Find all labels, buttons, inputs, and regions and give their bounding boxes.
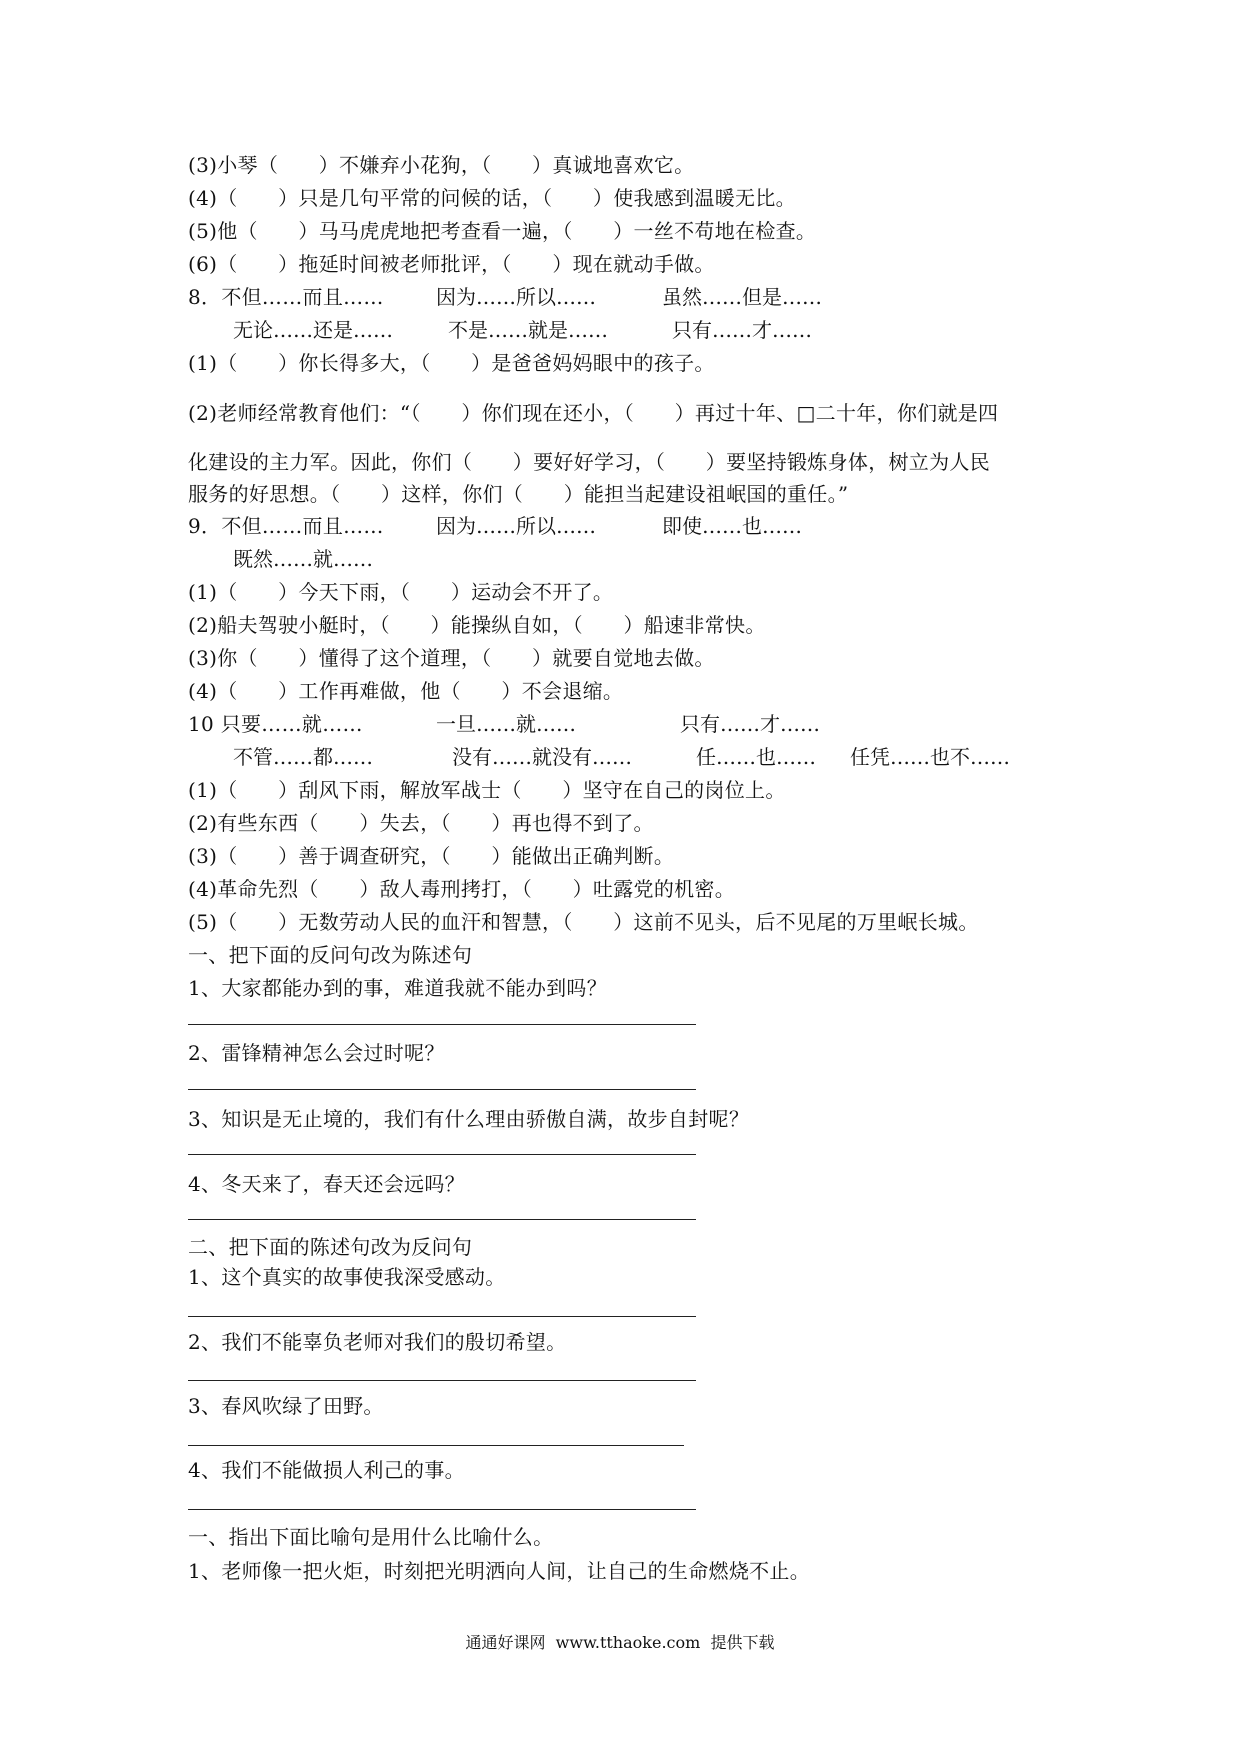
q10-item-3: (3)（ ）善于调查研究，（ ）能做出正确判断。 bbox=[188, 844, 675, 868]
sentence-a3: (3)小琴（ ）不嫌弃小花狗，（ ）真诚地喜欢它。 bbox=[188, 153, 695, 177]
part1-item-1: 1、大家都能办到的事，难道我就不能办到吗？ bbox=[188, 976, 608, 1000]
page-footer: 通通好课网 www.tthaoke.com 提供下载 bbox=[465, 1633, 775, 1652]
q8-sentence-2b: 化建设的主力军。因此，你们（ ）要好好学习，（ ）要坚持锻炼身体，树立为人民 bbox=[188, 450, 990, 474]
answer-line bbox=[188, 1024, 696, 1025]
part3-item-1: 1、老师像一把火炬，时刻把光明洒向人间，让自己的生命燃烧不止。 bbox=[188, 1559, 811, 1583]
q10-conjunction-5: 没有……就没有…… bbox=[452, 745, 632, 769]
q8-sentence-1: (1)（ ）你长得多大，（ ）是爸爸妈妈眼中的孩子。 bbox=[188, 351, 715, 375]
part1-item-3: 3、知识是无止境的，我们有什么理由骄傲自满，故步自封呢？ bbox=[188, 1107, 750, 1131]
answer-line bbox=[188, 1089, 696, 1090]
answer-line bbox=[188, 1445, 684, 1446]
q9-conjunction-2: 因为……所以…… bbox=[436, 514, 596, 538]
answer-line bbox=[188, 1316, 696, 1317]
sentence-a4: (4)（ ）只是几句平常的问候的话，（ ）使我感到温暖无比。 bbox=[188, 186, 796, 210]
q8-conjunction-5: 不是……就是…… bbox=[448, 318, 608, 342]
q10-item-1: (1)（ ）刮风下雨，解放军战士（ ）坚守在自己的岗位上。 bbox=[188, 778, 786, 802]
q8-conjunction-3: 虽然……但是…… bbox=[662, 285, 822, 309]
sentence-a5: (5)他（ ）马马虎虎地把考查看一遍，（ ）一丝不苟地在检查。 bbox=[188, 219, 817, 243]
q9-item-1: (1)（ ）今天下雨，（ ）运动会不开了。 bbox=[188, 580, 614, 604]
q10-item-4: (4)革命先烈（ ）敌人毒刑拷打，（ ）吐露党的机密。 bbox=[188, 877, 736, 901]
q10-conjunction-6: 任……也…… bbox=[696, 745, 816, 769]
q9-heading: 9．不但……而且…… bbox=[188, 514, 384, 538]
part1-item-2: 2、雷锋精神怎么会过时呢？ bbox=[188, 1041, 445, 1065]
q9-conjunction-4: 既然……就…… bbox=[233, 547, 373, 571]
answer-line bbox=[188, 1380, 696, 1381]
answer-line bbox=[188, 1154, 696, 1155]
q10-conjunction-7: 任凭……也不…… bbox=[850, 745, 1010, 769]
q10-conjunction-4: 不管……都…… bbox=[233, 745, 373, 769]
q9-item-4: (4)（ ）工作再难做，他（ ）不会退缩。 bbox=[188, 679, 624, 703]
part2-title: 二、把下面的陈述句改为反问句 bbox=[188, 1235, 473, 1259]
q8-sentence-2a: (2)老师经常教育他们：“（ ）你们现在还小，（ ）再过十年、□二十年，你们就是四 bbox=[188, 401, 999, 425]
part1-title: 一、把下面的反问句改为陈述句 bbox=[188, 943, 473, 967]
part2-item-3: 3、春风吹绿了田野。 bbox=[188, 1394, 384, 1418]
q10-item-5: (5)（ ）无数劳动人民的血汗和智慧，（ ）这前不见头，后不见尾的万里岷长城。 bbox=[188, 910, 979, 934]
part2-item-4: 4、我们不能做损人利己的事。 bbox=[188, 1458, 465, 1482]
part1-item-4: 4、冬天来了，春天还会远吗？ bbox=[188, 1172, 465, 1196]
sentence-a6: (6)（ ）拖延时间被老师批评，（ ）现在就动手做。 bbox=[188, 252, 715, 276]
part2-item-2: 2、我们不能辜负老师对我们的殷切希望。 bbox=[188, 1330, 567, 1354]
q8-conjunction-6: 只有……才…… bbox=[672, 318, 812, 342]
answer-line bbox=[188, 1219, 696, 1220]
q9-item-2: (2)船夫驾驶小艇时，（ ）能操纵自如，（ ）船速非常快。 bbox=[188, 613, 766, 637]
answer-line bbox=[188, 1509, 696, 1510]
part3-title: 一、指出下面比喻句是用什么比喻什么。 bbox=[188, 1525, 554, 1549]
q9-conjunction-3: 即使……也…… bbox=[662, 514, 802, 538]
q8-heading: 8．不但……而且…… bbox=[188, 285, 384, 309]
q10-conjunction-2: 一旦……就…… bbox=[436, 712, 576, 736]
q10-item-2: (2)有些东西（ ）失去，（ ）再也得不到了。 bbox=[188, 811, 654, 835]
q10-conjunction-3: 只有……才…… bbox=[680, 712, 820, 736]
q8-sentence-2c: 服务的好思想。（ ）这样，你们（ ）能担当起建设祖岷国的重任。” bbox=[188, 482, 849, 506]
part2-item-1: 1、这个真实的故事使我深受感动。 bbox=[188, 1265, 506, 1289]
q9-item-3: (3)你（ ）懂得了这个道理，（ ）就要自觉地去做。 bbox=[188, 646, 715, 670]
q8-conjunction-4: 无论……还是…… bbox=[233, 318, 393, 342]
q8-conjunction-2: 因为……所以…… bbox=[436, 285, 596, 309]
q10-heading: 10 只要……就…… bbox=[188, 712, 363, 736]
